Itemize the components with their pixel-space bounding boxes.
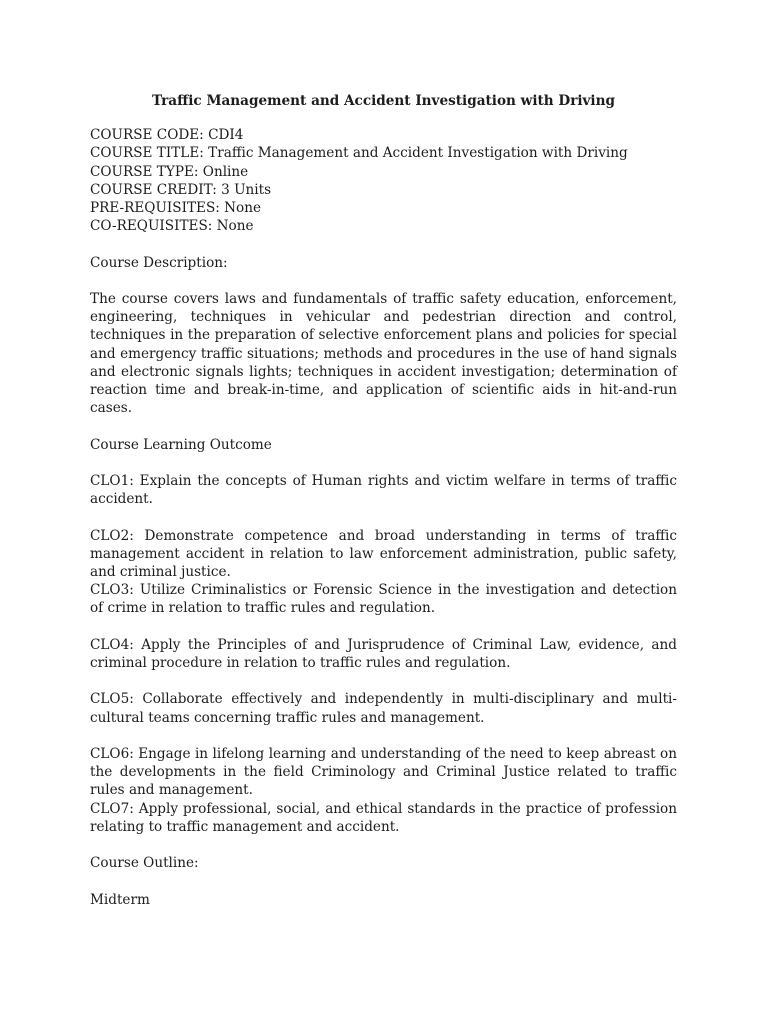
course-type: COURSE TYPE: Online: [90, 163, 249, 180]
document-title: Traffic Management and Accident Investigation with Driving: [152, 93, 615, 109]
pre-requisites: PRE-REQUISITES: None: [90, 200, 262, 217]
spacer: [90, 618, 677, 636]
spacer: [90, 272, 677, 290]
course-title: COURSE TITLE: Traffic Management and Accident Investigation with Driving: [90, 145, 628, 162]
spacer: [90, 454, 677, 472]
course-credit: COURSE CREDIT: 3 Units: [90, 181, 272, 198]
description-heading: Course Description:: [90, 254, 228, 271]
clo-4: CLO4: Apply the Principles of and Jurisprudence of Criminal Law, evidence, and criminal procedure in relation to traffic rules and regulation.: [90, 636, 677, 671]
spacer: [90, 727, 677, 745]
course-code: COURSE CODE: CDI4: [90, 127, 244, 144]
spacer: [90, 235, 677, 253]
clo-5: CLO5: Collaborate effectively and independently in multi-disciplinary and multi-cultural teams concerning traffic rules and management.: [90, 691, 677, 726]
document-page: [90, 92, 677, 909]
clo-6: CLO6: Engage in lifelong learning and understanding of the need to keep abreast on the developments in the field Criminology and Criminal Justice related to traffic rules and management.: [90, 745, 677, 799]
clo-7: CLO7: Apply professional, social, and ethical standards in the practice of profession relating to traffic management and accident.: [90, 800, 677, 835]
clo-2: CLO2: Demonstrate competence and broad understanding in terms of traffic management accident in relation to law enforcement administration, public safety, and criminal justice.: [90, 527, 677, 580]
spacer: [90, 417, 677, 435]
spacer: [90, 508, 677, 526]
spacer: [90, 872, 677, 890]
clo-3: CLO3: Utilize Criminalistics or Forensic Science in the investigation and detection of crime in relation to traffic rules and regulation.: [90, 582, 677, 617]
spacer: [90, 836, 677, 854]
co-requisites: CO-REQUISITES: None: [90, 218, 254, 235]
clo-1: CLO1: Explain the concepts of Human rights and victim welfare in terms of traffic accident.: [90, 473, 677, 508]
course-description: The course covers laws and fundamentals of traffic safety education, enforcement, engineering, techniques in vehicular and pedestrian direction and control, techniques in the preparation of selective enforcement plans and policies for special and emergency traffic situations; methods and procedures in the use of hand signals and electronic signals lights; techniques in accident investigation; determination of reaction time and break-in-time, and application of scientific aids in hit-and-run cases.: [90, 291, 677, 417]
outcome-heading: Course Learning Outcome: [90, 436, 272, 453]
midterm-heading: Midterm: [90, 891, 150, 908]
outline-heading: Course Outline:: [90, 855, 199, 872]
spacer: [90, 672, 677, 690]
